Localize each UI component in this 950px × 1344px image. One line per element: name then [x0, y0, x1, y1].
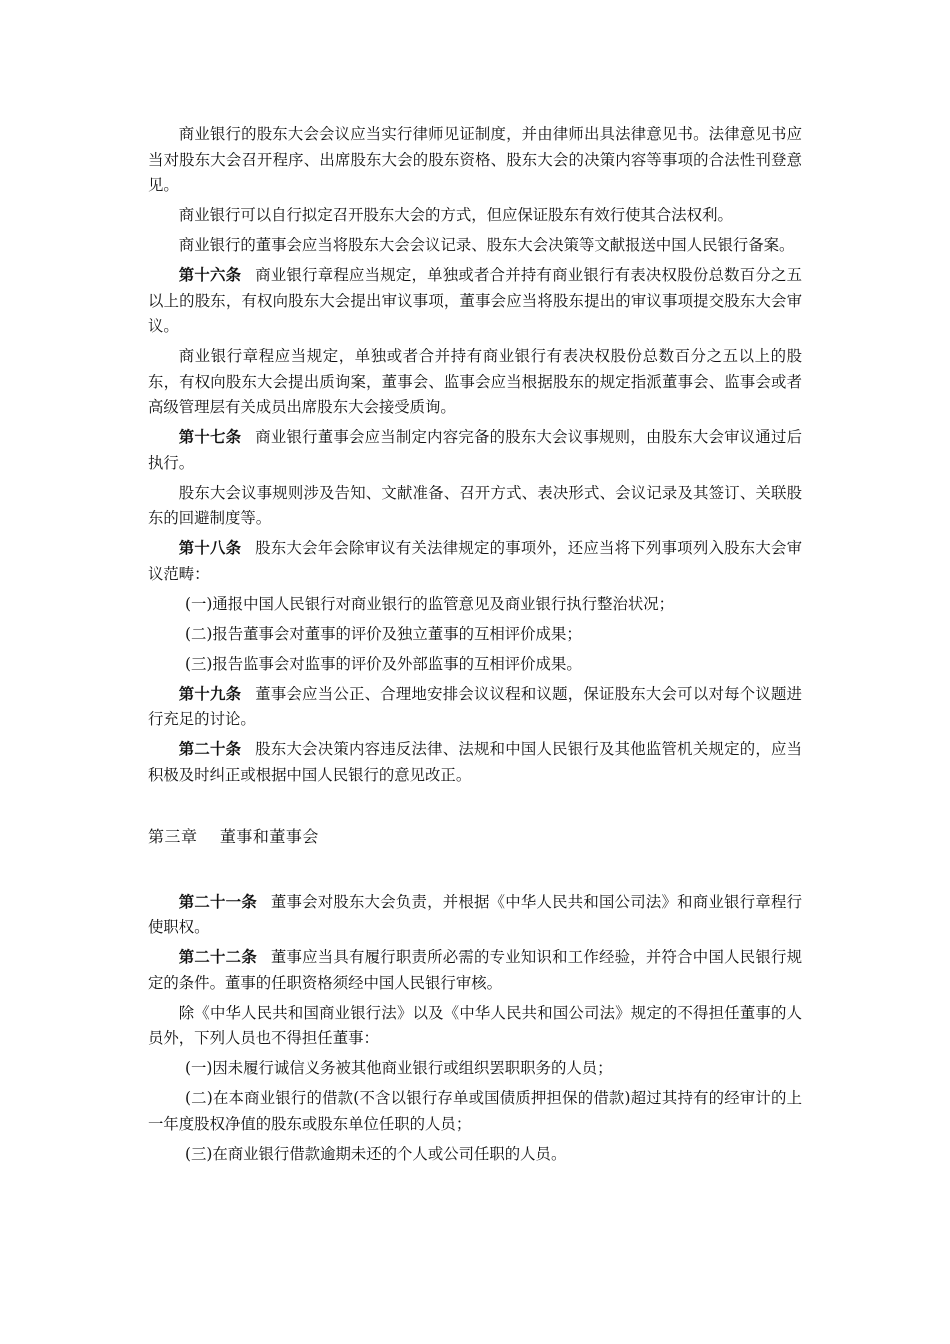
chapter-heading [148, 824, 802, 850]
article-16 [148, 263, 802, 340]
article-label: 第二十二条 [178, 948, 257, 966]
article-17 [148, 425, 802, 476]
paragraph-rules-scope: 股东大会议事规则涉及告知、文献准备、召开方式、表决形式、会议记录及其签订、关联股东的回避制度等。 [148, 483, 802, 527]
chapter-title: 董事和董事会 [219, 827, 319, 846]
article-text: 股东大会决策内容违反法律、法规和中国人民银行及其他监管机关规定的，应当积极及时纠正或根据中国人民银行的意见改正。 [148, 740, 802, 784]
article-19 [148, 682, 802, 733]
article-text: 股东大会年会除审议有关法律规定的事项外，还应当将下列事项列入股东大会审议范畴： [148, 539, 802, 583]
article-21 [148, 890, 802, 941]
article-label: 第十九条 [178, 684, 242, 703]
article-text: 董事会对股东大会负责，并根据《中华人民共和国公司法》和商业银行章程行使职权。 [148, 892, 802, 936]
paragraph-lawyer-witness: 商业银行的股东大会会议应当实行律师见证制度，并由律师出具法律意见书。法律意见书应当对股东大会召开程序、出席股东大会的股东资格、股东大会的决策内容等事项的合法性刊登意见。 [148, 125, 802, 194]
paragraph-meeting-method: 商业银行可以自行拟定召开股东大会的方式，但应保证股东有效行使其合法权利。 [178, 206, 733, 224]
list-item: (三)报告监事会对监事的评价及外部监事的互相评价成果。 [184, 654, 582, 673]
document-page [148, 122, 802, 1172]
article-20 [148, 737, 802, 788]
paragraph-inquiry: 商业银行章程应当规定，单独或者合并持有商业银行有表决权股份总数百分之五以上的股东，有权向股东大会提出质询案，董事会、监事会应当根据股东的规定指派董事会、监事会或者高级管理层有关成员出席股东大会接受质询。 [148, 347, 802, 416]
paragraph-disqualification: 除《中华人民共和国商业银行法》以及《中华人民共和国公司法》规定的不得担任董事的人员外，下列人员也不得担任董事： [148, 1003, 802, 1047]
list-item: (三)在商业银行借款逾期未还的个人或公司任职的人员。 [184, 1144, 567, 1163]
article-label: 第十六条 [178, 266, 242, 284]
article-text: 董事应当具有履行职责所必需的专业知识和工作经验，并符合中国人民银行规定的条件。董事的任职资格须经中国人民银行审核。 [148, 948, 802, 992]
article-text: 董事会应当公正、合理地安排会议议程和议题，保证股东大会可以对每个议题进行充足的讨论。 [148, 684, 802, 728]
article-18 [148, 536, 802, 587]
article-text: 商业银行董事会应当制定内容完备的股东大会议事规则，由股东大会审议通过后执行。 [148, 428, 802, 472]
article-label: 第二十条 [178, 740, 242, 758]
chapter-number: 第三章 [148, 827, 198, 846]
article-label: 第十八条 [178, 539, 242, 557]
article-22 [148, 945, 802, 996]
paragraph-filing: 商业银行的董事会应当将股东大会会议记录、股东大会决策等文献报送中国人民银行备案。 [178, 236, 795, 254]
list-item: (一)通报中国人民银行对商业银行的监管意见及商业银行执行整治状况； [184, 594, 675, 613]
article-label: 第十七条 [178, 428, 242, 446]
list-item: (一)因未履行诚信义务被其他商业银行或组织罢职职务的人员； [184, 1059, 613, 1077]
list-item: (二)在本商业银行的借款(不含以银行存单或国债质押担保的借款)超过其持有的经审计的上一年度股权净值的股东或股东单位任职的人员； [148, 1089, 802, 1133]
article-text: 商业银行章程应当规定，单独或者合并持有商业银行有表决权股份总数百分之五以上的股东，有权向股东大会提出审议事项，董事会应当将股东提出的审议事项提交股东大会审议。 [148, 266, 802, 335]
list-item: (二)报告董事会对董事的评价及独立董事的互相评价成果； [184, 624, 582, 643]
article-label: 第二十一条 [178, 892, 257, 911]
